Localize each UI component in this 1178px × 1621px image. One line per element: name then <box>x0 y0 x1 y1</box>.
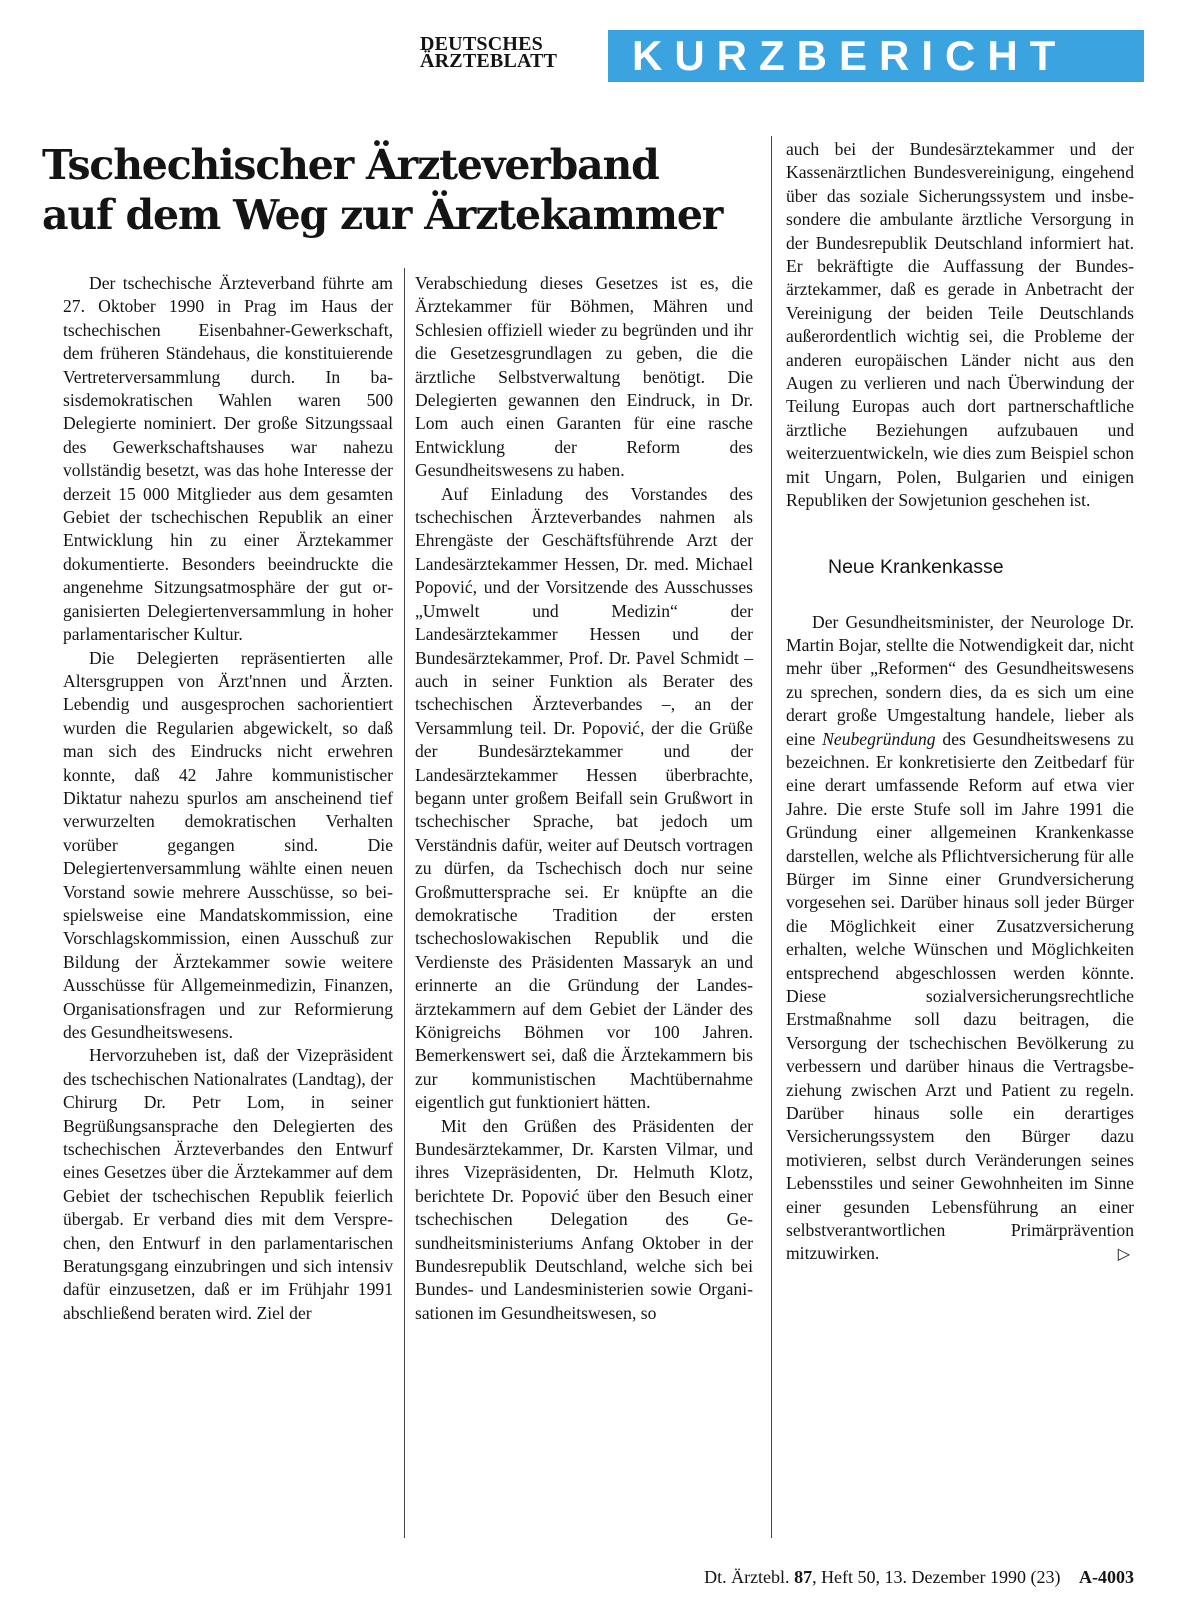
paragraph: Die Delegierten repräsentierten alle Altersgruppen von Ärzt'nnen und Ärzten. Lebendig und ausgesprochen sachorientiert wurden die Regularien abgewickelt, so daß man sich des Eindrucks nicht erwehren konnte, daß 42 Jahre kommunistischer Diktatur nahezu spurlos am anscheinend tief verwurzelten demokratischen Verhalten vorüber gegangen sind. Die Delegiertenversammlung wählte einen neuen Vorstand sowie mehrere Ausschüsse, so beispielsweise eine Mandatskommission, eine Vorschlagskommission, einen Ausschuß zur Bildung der Ärztekammer sowie weitere Ausschüsse für Allgemeinmedizin, Finanzen, Organisationsfragen und zur Reformierung des Gesundheitswesens. <box>63 647 393 1042</box>
paragraph-text: Der Gesundheitsminister, der Neurologe Dr. Martin Bojar, stellte die Notwendigkeit dar, nicht mehr über „Reformen“ des Gesundheitswesens zu sprechen, sondern dies, da es sich um eine derart große Umgestaltung handele, lieber als eine <box>786 611 1134 749</box>
article-column-3 <box>786 138 1134 1266</box>
paragraph <box>786 611 1134 1266</box>
page-number: A-4003 <box>1079 1567 1134 1587</box>
journal-masthead <box>420 33 558 72</box>
article-headline <box>42 140 722 240</box>
paragraph: Der tschechische Ärzteverband führte am 27. Oktober 1990 in Prag im Haus der tschechischen Eisenbahner-Gewerkschaft, dem früheren Ständehaus, die konstituierende Vertreterversammlung durch. In basisdemokratischen Wahlen waren 500 Delegierte nominiert. Der große Sitzungssaal des Gewerkschaftshauses war nahezu vollständig besetzt, was das hohe Interesse der derzeit 15 000 Mitglieder aus dem gesamten Gebiet der tschechischen Republik an einer Entwicklung hin zu einer Ärztekammer dokumentierte. Besonders beeindruckte die angenehme Sitzungsatmosphäre der gut organisierten Delegiertenversammlung in hoher parlamentarischer Kultur. <box>63 273 393 645</box>
paragraph: Verabschiedung dieses Gesetzes ist es, die Ärztekammer für Böhmen, Mähren und Schlesien offiziell wieder zu begründen und ihr die Gesetzesgrundlagen zu geben, die die ärztliche Selbstverwaltung benötigt. Die Delegierten gewannen den Eindruck, in Dr. Lom auch einen Garanten für eine rasche Entwicklung der Reform des Gesundheitswesens zu haben. <box>415 273 753 481</box>
headline-line-2: auf dem Weg zur Ärztekammer <box>42 191 723 239</box>
paragraph: Mit den Grüßen des Präsidenten der Bundesärztekammer, Dr. Karsten Vilmar, und ihres Vizepräsidenten, Dr. Helmuth Klotz, berichtete Dr. Popović über den Besuch einer tschechischen Delegation des Gesundheitsministeriums Anfang Oktober in der Bundesrepublik Deutschland, welche sich bei Bundes- und Landesministerien sowie Organisationen im Gesundheitswesen, so <box>415 1115 753 1323</box>
headline-line-1: Tschechischer Ärzteverband <box>42 141 659 189</box>
continue-arrow-icon: ▷ <box>1117 1244 1130 1264</box>
article-column-2 <box>415 272 753 1325</box>
italic-term: Neubegründung <box>822 728 936 749</box>
paragraph: auch bei der Bundesärztekammer und der Kassenärztlichen Bundesvereinigung, eingehend über das soziale Sicherungssystem und insbesondere die ambulante ärztliche Versorgung in der Bundesrepublik Deutschland informiert hat. Er bekräftigte die Auffassung der Bundesärztekammer, daß es gerade in Anbetracht der Vereinigung der beiden Teile Deutschlands außerordentlich wichtig sei, die Probleme der anderen europäischen Länder nicht aus den Augen zu verlieren und nach Überwindung der Teilung Europas auch dort partnerschaftliche ärztliche Beziehungen aufzubauen und weiterzuentwickeln, wie dies zum Beispiel schon mit Ungarn, Polen, Bulgarien und einigen Republiken der Sowjetunion geschehen ist. <box>786 139 1134 511</box>
column-divider <box>404 268 405 1538</box>
journal-abbrev: Dt. Ärztebl. <box>704 1567 790 1587</box>
paragraph-text: des Gesundheitswesens zu bezeichnen. Er konkretisierte den Zeitbedarf für eine derart umfassende Reform auf etwa vier Jahre. Die erste Stufe soll im Jahre 1991 die Gründung einer allgemeinen Krankenkasse darstellen, welche als Pflichtversicherung für alle Bürger im Sinne einer Grundversicherung vorgesehen sei. Darüber hinaus soll jeder Bürger die Möglichkeit einer Zusatzversicherung erhalten, welche Wünschen und Möglichkeiten entsprechend abgeschlossen werden könnte. Diese sozialversicherungsrechtliche Erstmaßnahme soll dazu beitragen, die Versorgung der tschechischen Bevölkerung zu verbessern und darüber hinaus die Vertragsbeziehung zwischen Arzt und Patient zu regeln. Darüber hinaus solle ein derartiges Versicherungssystem den Bürger dazu motivieren, selbst durch Veränderungen seines Lebensstiles und seiner Gewohnheiten im Sinne einer gesunden Lebensführung an einer selbstverantwortlichen Primärprävention mitzuwirken. <box>786 728 1134 1264</box>
paragraph: Hervorzuheben ist, daß der Vizepräsident des tschechischen Nationalrates (Landtag), der Chirurg Dr. Petr Lom, in seiner Begrüßungsansprache den Delegierten des tschechischen Ärzteverbandes den Entwurf eines Gesetzes über die Ärztekammer auf dem Gebiet der tschechischen Republik feierlich übergab. Er verband dies mit dem Versprechen, den Entwurf in den parlamentarischen Beratungsgang einzubringen und sich intensiv dafür einzusetzen, daß er im Frühjahr 1991 abschließend beraten wird. Ziel der <box>63 1045 393 1323</box>
article-column-1 <box>63 272 393 1325</box>
section-subheading: Neue Krankenkasse <box>828 555 1004 578</box>
masthead-line-2: ÄRZTEBLATT <box>420 50 558 72</box>
column-divider <box>771 136 772 1538</box>
issue-date: , Heft 50, 13. Dezember 1990 (23) <box>812 1567 1061 1587</box>
paragraph: Auf Einladung des Vorstandes des tschechischen Ärzteverbandes nahmen als Ehrengäste der Geschäftsführende Arzt der Landesärztekammer Hessen, Dr. med. Michael Popović, und der Vorsitzende des Ausschusses „Umwelt und Medizin“ der Landesärztekammer Hessen und der Bundesärztekammer, Prof. Dr. Pavel Schmidt – auch in seiner Funktion als Berater des tschechischen Ärzteverbandes –, an der Versammlung teil. Dr. Popović, der die Grüße der Bundesärztekammer und der Landesärztekammer Hessen überbrachte, begann unter großem Beifall sein Grußwort in tschechischer Sprache, bat jedoch um Verständnis dafür, weiter auf Deutsch vortragen zu dürfen, da Tschechisch doch nur seine Großmuttersprache sei. Er knüpfte an die demokratische Tradition der ersten tschechoslowakischen Republik und die Verdienste des Präsidenten Massaryk an und erinnerte an die Gründung der Landesärztekammern auf dem Gebiet der Länder des Königreichs Böhmen vor 100 Jahren. Bemerkenswert sei, daß die Ärztekammern bis zur kommunistischen Machtübernahme eigentlich gut funktioniert hätten. <box>415 483 753 1113</box>
section-banner: KURZBERICHT <box>608 30 1144 82</box>
volume-number: 87 <box>794 1567 813 1587</box>
masthead-line-1: DEUTSCHES <box>420 33 543 55</box>
page-footer <box>704 1567 1134 1588</box>
